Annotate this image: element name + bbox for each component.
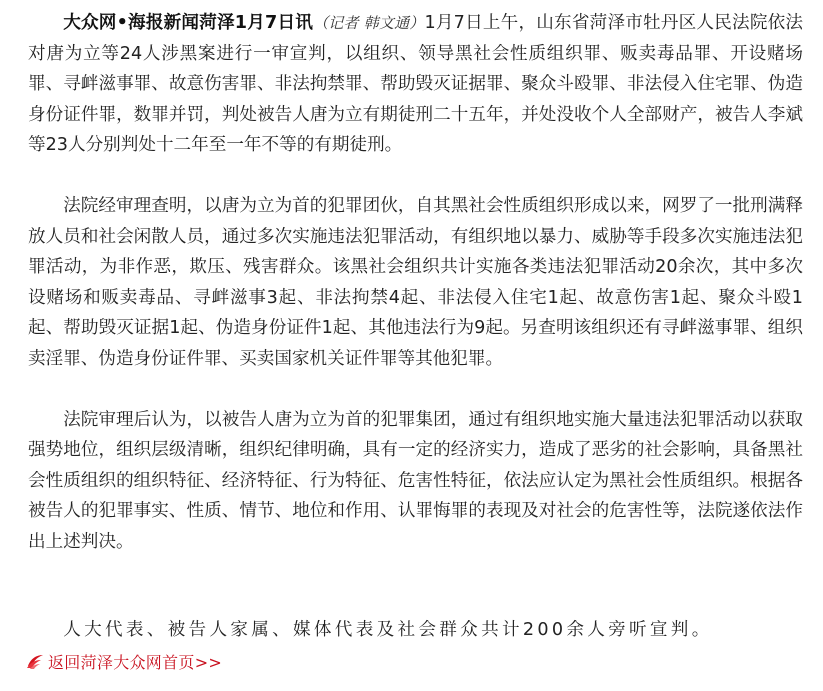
return-home-label: 返回菏泽大众网首页>> [48,652,223,672]
reporter-byline: （记者 韩文通） [313,14,425,32]
return-home-link[interactable] [26,648,222,674]
article-body [28,8,803,557]
paragraph-lead [28,8,803,161]
paragraph-attendance: 人大代表、被告人家属、媒体代表及社会群众共计200余人旁听宣判。 [63,620,713,640]
paragraph-findings: 法院经审理查明，以唐为立为首的犯罪团伙，自其黑社会性质组织形成以来，网罗了一批刑满释放人员和社会闲散人员，通过多次实施违法犯罪活动，有组织地以暴力、威胁等手段多次实施违法犯罪活动，为非作恶，欺压、残害群众。该黑社会组织共计实施各类违法犯罪活动20余次，其中多次设赌场和贩卖毒品、寻衅滋事3起、非法拘禁4起、非法侵入住宅1起、故意伤害1起、聚众斗殴1起、帮助毁灭证据1起、伪造身份证件1起、其他违法行为9起。另查明该组织还有寻衅滋事罪、组织卖淫罪、伪造身份证件罪、买卖国家机关证件罪等其他犯罪。 [28,196,803,369]
lead-text: 1月7日上午，山东省菏泽市牡丹区人民法院依法对唐为立等24人涉黑案进行一审宣判，以组织、领导黑社会性质组织罪、贩卖毒品罪、开设赌场罪、寻衅滋事罪、故意伤害罪、非法拘禁罪、帮助毁灭证据罪、聚众斗殴罪、非法侵入住宅罪、伪造身份证件罪，数罪并罚，判处被告人唐为立有期徒刑二十五年，并处没收个人全部财产，被告人李斌等23人分别判处十二年至一年不等的有期徒刑。 [28,13,803,155]
dazhong-logo-icon [26,652,44,670]
dateline: 大众网•海报新闻菏泽1月7日讯 [63,13,314,33]
paragraph-ruling: 法院审理后认为，以被告人唐为立为首的犯罪集团，通过有组织地实施大量违法犯罪活动以获取强势地位，组织层级清晰，组织纪律明确，具有一定的经济实力，造成了恶劣的社会影响，具备黑社会性质组织的组织特征、经济特征、行为特征、危害性特征，依法应认定为黑社会性质组织。根据各被告人的犯罪事实、性质、情节、地位和作用、认罪悔罪的表现及对社会的危害性等，法院遂依法作出上述判决。 [28,409,803,552]
